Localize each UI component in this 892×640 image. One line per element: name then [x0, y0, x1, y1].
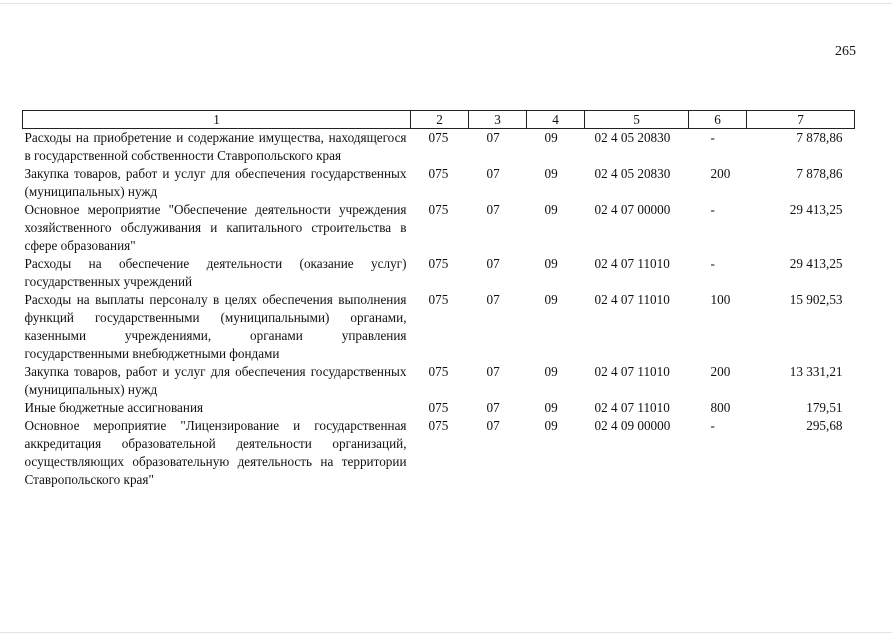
row-section-code: 07: [486, 400, 500, 415]
row-section-code: 07: [486, 292, 500, 307]
header-col-2: 2: [411, 111, 469, 129]
row-section-code: 07: [486, 130, 500, 145]
row-expense-type: -: [710, 256, 715, 271]
table-row: [23, 399, 855, 417]
table-row: [23, 363, 855, 399]
row-subsection-code: 09: [544, 364, 558, 379]
row-amount: 29 413,25: [789, 256, 843, 271]
header-col-1: 1: [23, 111, 411, 129]
page-number: 265: [835, 44, 856, 59]
row-expense-type: -: [710, 418, 715, 433]
row-name: Расходы на выплаты персоналу в целях обеспечения выполнения функций государственными (муниципальными) органами, казенными учреждениями, органами управления государственными внебюджетными фондами: [24, 292, 407, 361]
row-amount: 29 413,25: [789, 202, 843, 217]
row-target-code: 02 4 07 11010: [594, 256, 670, 271]
header-col-3: 3: [469, 111, 527, 129]
row-subsection-code: 09: [544, 166, 558, 181]
row-subsection-code: 09: [544, 130, 558, 145]
table-row: [23, 165, 855, 201]
table-row: [23, 201, 855, 255]
row-name: Расходы на приобретение и содержание имущества, находящегося в государственной собственности Ставропольского края: [24, 130, 407, 163]
row-section-code: 07: [486, 418, 500, 433]
row-target-code: 02 4 07 00000: [594, 202, 671, 217]
row-amount: 295,68: [806, 418, 843, 433]
row-ministry-code: 075: [428, 130, 449, 145]
row-subsection-code: 09: [544, 418, 558, 433]
row-amount: 179,51: [806, 400, 843, 415]
header-col-6: 6: [689, 111, 747, 129]
row-name: Закупка товаров, работ и услуг для обеспечения государственных (муниципальных) нужд: [24, 364, 407, 397]
row-subsection-code: 09: [544, 256, 558, 271]
row-target-code: 02 4 07 11010: [594, 400, 670, 415]
row-ministry-code: 075: [428, 364, 449, 379]
scan-edge-bottom: [0, 632, 892, 633]
header-col-7: 7: [747, 111, 855, 129]
row-subsection-code: 09: [544, 202, 558, 217]
row-ministry-code: 075: [428, 418, 449, 433]
header-col-5: 5: [585, 111, 689, 129]
row-expense-type: -: [710, 202, 715, 217]
row-expense-type: 100: [710, 292, 731, 307]
row-subsection-code: 09: [544, 292, 558, 307]
row-ministry-code: 075: [428, 292, 449, 307]
row-name: Иные бюджетные ассигнования: [24, 400, 204, 415]
row-section-code: 07: [486, 256, 500, 271]
row-name: Основное мероприятие "Обеспечение деятельности учреждения хозяйственного обслуживания и капитального строительства в сфере образования": [24, 202, 407, 253]
row-ministry-code: 075: [428, 400, 449, 415]
row-expense-type: 200: [710, 166, 731, 181]
row-name: Расходы на обеспечение деятельности (оказание услуг) государственных учреждений: [24, 256, 407, 289]
row-expense-type: -: [710, 130, 715, 145]
row-amount: 15 902,53: [789, 292, 843, 307]
row-ministry-code: 075: [428, 166, 449, 181]
table-row: [23, 291, 855, 363]
row-amount: 7 878,86: [796, 130, 843, 145]
table-header-row: [23, 111, 855, 129]
table-row: [23, 417, 855, 489]
row-expense-type: 200: [710, 364, 731, 379]
row-section-code: 07: [486, 364, 500, 379]
row-target-code: 02 4 05 20830: [594, 166, 671, 181]
table-row: [23, 255, 855, 291]
row-subsection-code: 09: [544, 400, 558, 415]
row-section-code: 07: [486, 166, 500, 181]
row-target-code: 02 4 07 11010: [594, 292, 670, 307]
budget-table: [22, 110, 855, 489]
row-target-code: 02 4 05 20830: [594, 130, 671, 145]
table-row: [23, 129, 855, 166]
header-col-4: 4: [527, 111, 585, 129]
scan-edge-top: [0, 3, 892, 4]
row-name: Основное мероприятие "Лицензирование и государственная аккредитация образовательной деятельности организаций, осуществляющих образовательную деятельность на территории Ставропольского края": [24, 418, 407, 487]
row-ministry-code: 075: [428, 256, 449, 271]
row-target-code: 02 4 09 00000: [594, 418, 671, 433]
row-ministry-code: 075: [428, 202, 449, 217]
row-amount: 7 878,86: [796, 166, 843, 181]
row-target-code: 02 4 07 11010: [594, 364, 670, 379]
row-expense-type: 800: [710, 400, 731, 415]
row-name: Закупка товаров, работ и услуг для обеспечения государственных (муниципальных) нужд: [24, 166, 407, 199]
row-amount: 13 331,21: [789, 364, 843, 379]
row-section-code: 07: [486, 202, 500, 217]
